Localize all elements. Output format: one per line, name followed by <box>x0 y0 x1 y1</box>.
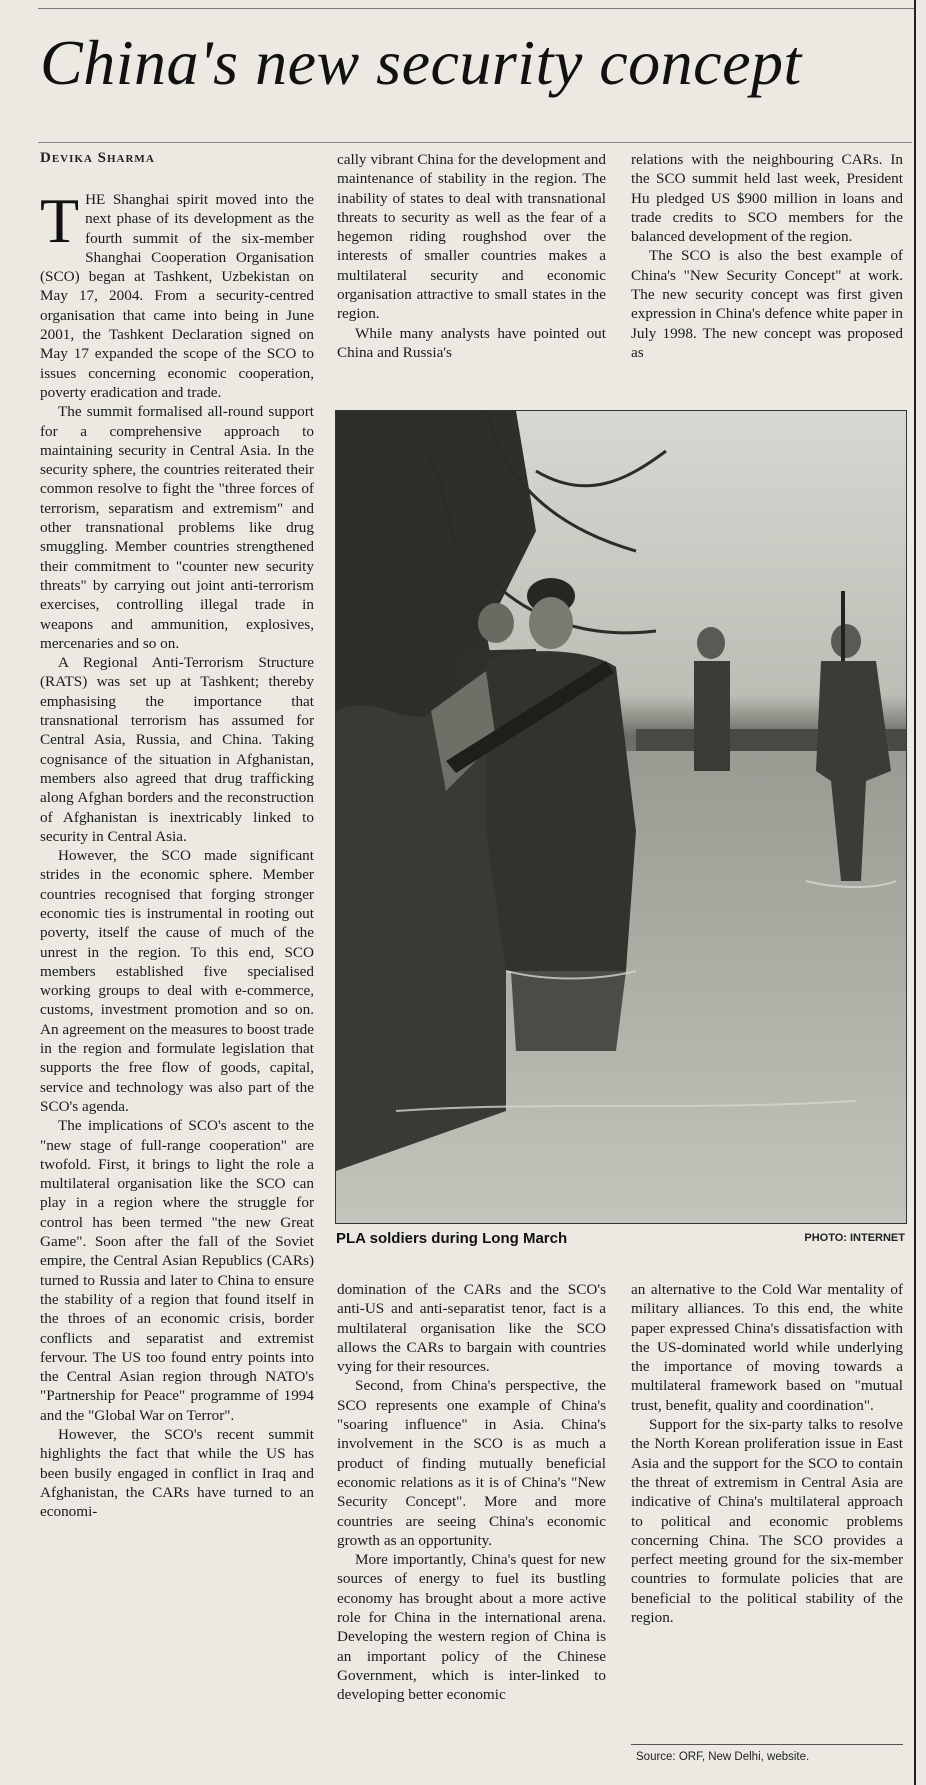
paragraph: More importantly, China's quest for new sources of energy to fuel its bustling economy has brought about a more active role for China in the international arena. Developing the western region of China is an important policy of the Chinese Government, which is inter-linked to developing better economic <box>337 1551 606 1704</box>
article-column-1 <box>40 185 314 1775</box>
paragraph: Support for the six-party talks to resolve the North Korean proliferation issue in East Asia and the support for the SCO to contain the threat of extremism in Central Asia are indicative of China's multilateral approach to political and economic problems concerning China. The SCO provides a perfect meeting ground for the six-member countries to formulate policies that are beneficial to the political stability of the region. <box>631 1416 903 1627</box>
paragraph: The SCO is also the best example of China's "New Security Concept" at work. The new security concept was first given expression in China's defence white paper in July 1998. The new concept was proposed as <box>631 247 903 361</box>
column-divider <box>914 0 916 1785</box>
headline: China's new security concept <box>40 27 802 98</box>
byline: Devika Sharma <box>40 150 155 166</box>
source-note: Source: ORF, New Delhi, website. <box>636 1751 810 1763</box>
paragraph: Second, from China's perspective, the SCO represents one example of China's "soaring influence" in Asia. China's involvement in the SCO is as much a product of finding mutually beneficial economic relations as it is of China's "New Security Concept". More and more countries are seeing China's economic growth as an opportunity. <box>337 1377 606 1549</box>
article-column-2 <box>337 150 606 400</box>
paragraph: an alternative to the Cold War mentality of military alliances. To this end, the white paper expressed China's dissatisfaction with the US-dominated world while underlying the importance of moving towards a multilateral framework based on "mutual trust, benefit, quality and coordination". <box>631 1281 903 1414</box>
paragraph: The summit formalised all-round support for a comprehensive approach to maintaining security in Central Asia. In the security sphere, the countries reiterated their common resolve to fight the "three forces of terrorism, separatism and extremism" and other transnational problems like drug smuggling. Member countries strengthened their commitment to "counter new security threats" by carrying out joint anti-terrorism exercises, controlling illegal trade in weapons and ammunition, explosives, mercenaries and so on. <box>40 403 314 652</box>
paragraph: domination of the CARs and the SCO's anti-US and anti-separatist tenor, fact is a multilateral organisation like the SCO allows the CARs to bargain with countries vying for their resources. <box>337 1281 606 1376</box>
paragraph: However, the SCO's recent summit highlights the fact that while the US has been busily engaged in conflict in Iraq and Afghanistan, the CARs have turned to an economi- <box>40 1426 314 1521</box>
paragraph: The implications of SCO's ascent to the "new stage of full-range cooperation" are twofold. First, it brings to light the role a multilateral organisation like the SCO can play in a region where the struggle for control has been termed "the new Great Game". Soon after the fall of the Soviet empire, the Central Asian Republics (CARs) turned to Russia and later to China to ensure the stability of a region that found itself in the throes of an economic crisis, border conflicts and separatist and extremist fervour. The US too found entry points into the Central Asian region through NATO's "Partnership for Peace" programme of 1994 and the "Global War on Terror". <box>40 1117 314 1424</box>
paragraph: A Regional Anti-Terrorism Structure (RATS) was set up at Tashkent; thereby emphasising the importance that transnational terrorism has assumed for Central Asia, Russia, and China. Taking cognisance of the situation in Afghanistan, members also agreed that drug trafficking along Afghan borders and the reconstruction of Afghanistan is inextricably linked to security in Central Asia. <box>40 654 314 845</box>
drop-cap: T <box>40 185 80 256</box>
photo-image <box>336 411 906 1223</box>
paragraph: relations with the neighbouring CARs. In the SCO summit held last week, President Hu pledged US $900 million in loans and trade credits to SCO members for the balanced development of the region. <box>631 151 903 246</box>
article-column-2-continued <box>337 1280 606 1770</box>
photo-caption: PLA soldiers during Long March <box>336 1230 568 1247</box>
photo-credit: PHOTO: INTERNET <box>804 1232 905 1244</box>
paragraph: cally vibrant China for the development and maintenance of stability in the region. The inability of states to deal with transnational threats to security as well as the fear of a hegemon riding roughshod over the interests of smaller countries makes a multilateral security and economic organisation attractive to small states in the region. <box>337 151 606 323</box>
headline-rule <box>38 142 912 143</box>
soldiers-wading-photo <box>335 410 907 1224</box>
article-column-3 <box>631 150 903 400</box>
article-column-3-continued <box>631 1280 903 1735</box>
paragraph: While many analysts have pointed out China and Russia's <box>337 324 606 361</box>
top-rule <box>38 8 914 9</box>
paragraph: THE Shanghai spirit moved into the next phase of its development as the fourth summit of the six-member Shanghai Cooperation Organisation (SCO) began at Tashkent, Uzbekistan on May 17, 2004. From a security-centred organisation that came into being in June 2001, the Tashkent Declaration signed on May 17 expanded the scope of the SCO to issues concerning economic cooperation, poverty eradication and trade. <box>40 185 314 401</box>
paragraph: However, the SCO made significant strides in the economic sphere. Member countries recognised that forging stronger economic ties is instrumental in rooting out poverty, itself the cause of much of the unrest in the region. To this end, SCO members established five specialised working groups to deal with e-commerce, customs, investment promotion and so on. An agreement on the measures to boost trade in the region and formulate legislation that supports the free flow of goods, capital, service and technology was also part of the SCO's agenda. <box>40 847 314 1115</box>
source-rule <box>631 1744 903 1745</box>
